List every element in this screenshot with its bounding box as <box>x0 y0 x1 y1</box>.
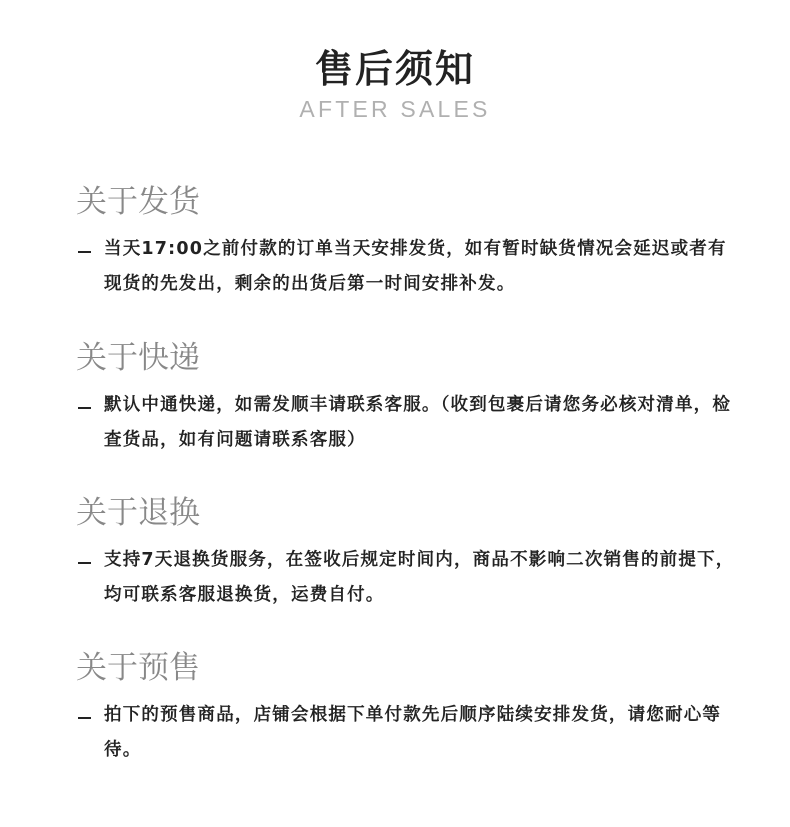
section-text: 拍下的预售商品，店铺会根据下单付款先后顺序陆续安排发货，请您耐心等待。 <box>104 705 722 760</box>
page-subtitle: AFTER SALES <box>299 96 491 122</box>
section-heading: 关于发货 <box>76 184 200 220</box>
section-text: 默认中通快递，如需发顺丰请联系客服。（收到包裹后请您务必核对清单，检查货品，如有问题请联系客服） <box>104 395 732 450</box>
section-text: 支持7天退换货服务，在签收后规定时间内，商品不影响二次销售的前提下，均可联系客服退换货，运费自付。 <box>104 550 735 605</box>
bullet-dash-icon <box>78 717 91 719</box>
bullet-dash-icon <box>78 562 91 564</box>
section-heading: 关于退换 <box>76 495 200 531</box>
page-title: 售后须知 <box>314 47 475 91</box>
section-text: 当天17:00之前付款的订单当天安排发货，如有暂时缺货情况会延迟或者有现货的先发出，剩余的出货后第一时间安排补发。 <box>104 239 727 294</box>
section-heading: 关于快递 <box>76 340 200 376</box>
bullet-dash-icon <box>78 251 91 253</box>
section-heading: 关于预售 <box>76 650 200 686</box>
bullet-dash-icon <box>78 407 91 409</box>
